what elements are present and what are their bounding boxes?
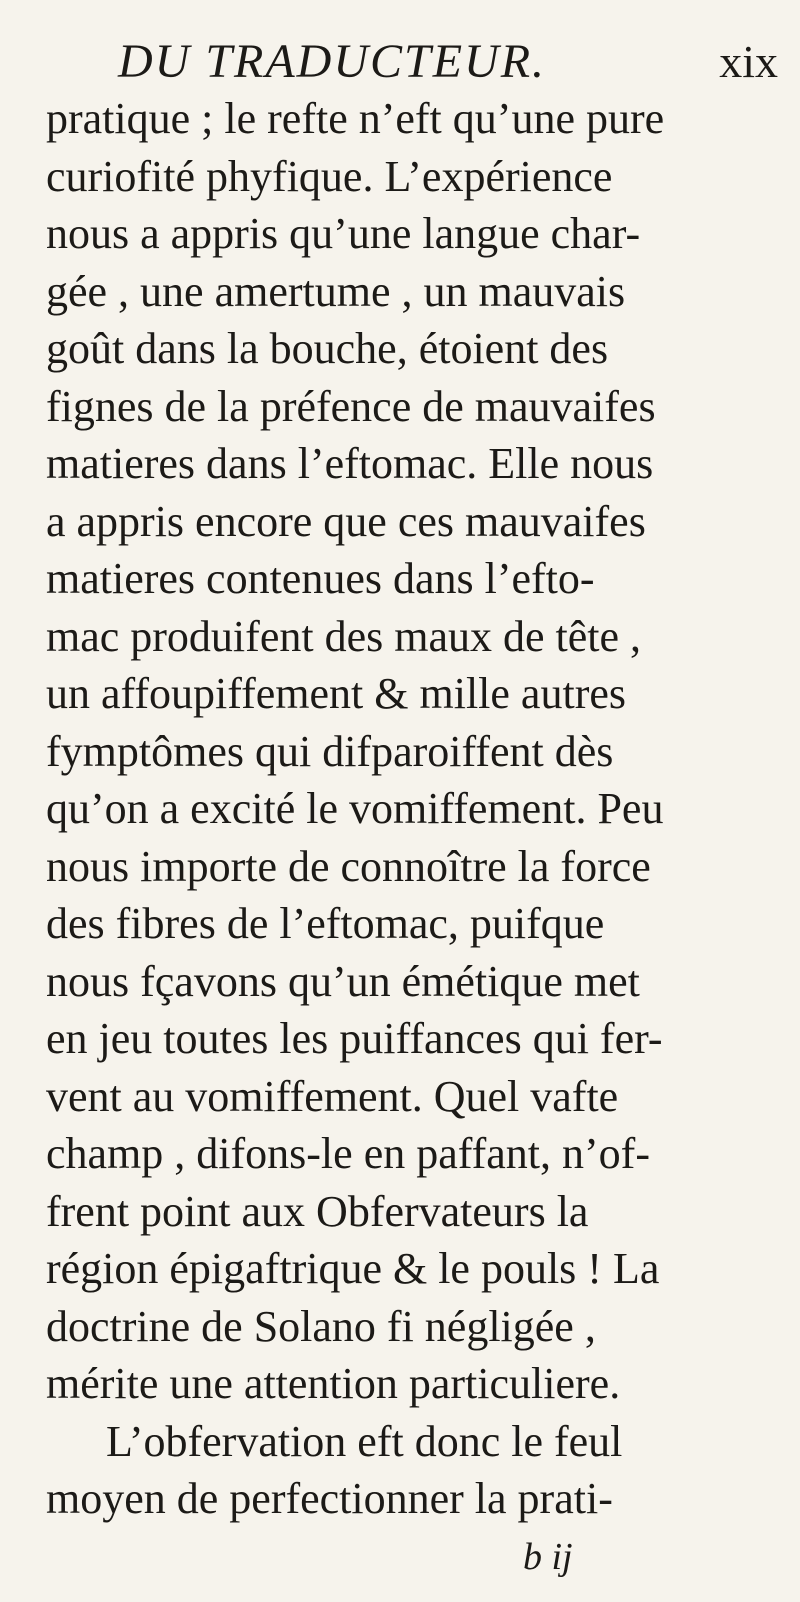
text-line: goût dans la bouche, étoient des: [46, 324, 609, 373]
text-line: doctrine de Solano fi négligée ,: [46, 1301, 596, 1351]
text-line: nous fçavons qu’un émétique met: [46, 956, 640, 1006]
text-line: gée , une amertume , un mauvais: [46, 266, 626, 316]
text-line: vent au vomiffement. Quel vafte: [46, 1071, 619, 1121]
text-line: région épigaftrique & le pouls ! La: [46, 1244, 660, 1293]
text-line: fignes de la préfence de mauvaifes: [46, 381, 656, 431]
text-line: un affoupiffement & mille autres: [46, 669, 626, 718]
text-line: moyen de perfectionner la prati-: [46, 1474, 613, 1523]
printer-signature: b ij: [523, 1536, 573, 1578]
text-line: frent point aux Obfervateurs la: [46, 1186, 589, 1236]
text-line: pratique ; le refte n’eft qu’une pure: [46, 94, 665, 143]
text-line: mac produifent des maux de tête ,: [46, 611, 642, 661]
text-line: a appris encore que ces mauvaifes: [46, 496, 646, 546]
text-line: en jeu toutes les puiffances qui fer-: [46, 1014, 663, 1063]
text-line: nous importe de connoître la force: [46, 841, 651, 891]
text-line: matieres contenues dans l’efto-: [46, 554, 595, 603]
text-line: nous a appris qu’une langue char-: [46, 209, 641, 258]
text-line: curiofité phyfique. L’expérience: [46, 151, 613, 201]
text-line: des fibres de l’eftomac, puifque: [46, 899, 605, 948]
running-head: [118, 36, 778, 88]
text-line: L’obfervation eft donc le feul: [106, 1416, 623, 1466]
text-line: matieres dans l’eftomac. Elle nous: [46, 439, 654, 488]
page-number: xix: [719, 36, 778, 87]
text-line: qu’on a excité le vomiffement. Peu: [46, 784, 664, 833]
text-line: fymptômes qui difparoiffent dès: [46, 726, 614, 776]
text-line: mérite une attention particuliere.: [46, 1359, 621, 1408]
running-title: DU TRADUCTEUR.: [118, 35, 547, 88]
text-line: champ , difons-le en paffant, n’of-: [46, 1129, 650, 1178]
